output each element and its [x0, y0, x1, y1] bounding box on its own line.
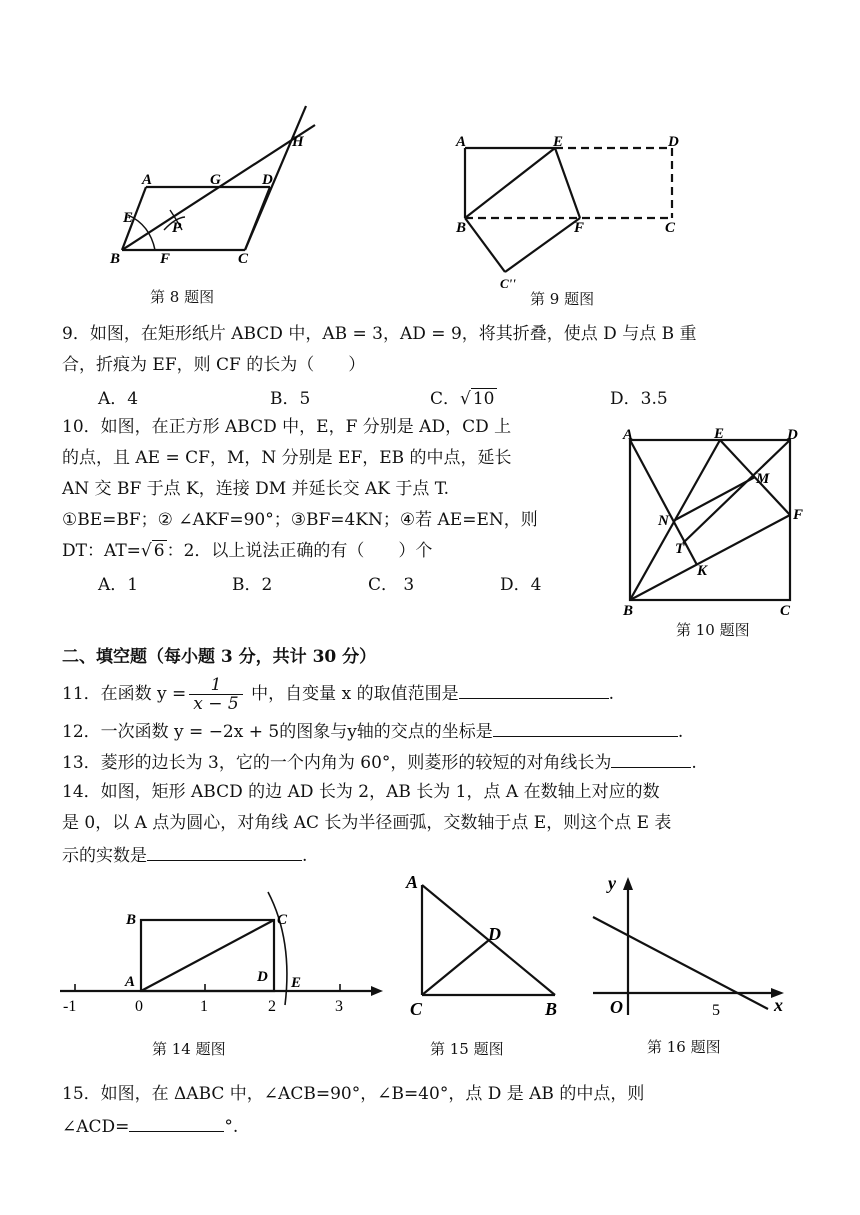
fig14-label-E: E [291, 975, 302, 991]
fig14-label-A: A [125, 974, 136, 990]
fig14-tick-2: 2 [268, 998, 276, 1015]
q13-text: 13．菱形的边长为 3，它的一个内角为 60°，则菱形的较短的对角线长为 [62, 753, 612, 773]
fig15-label-A: A [406, 872, 419, 892]
fig9-label-C-prime: C'' [500, 276, 516, 291]
q10-ratio-radicand: 6 [153, 541, 165, 561]
q9-option-c: C．√ 10 [430, 389, 495, 409]
q13-end: . [691, 753, 697, 773]
figure-14-caption: 第 14 题图 [152, 1040, 226, 1058]
q12-end: . [677, 722, 684, 742]
q10-option-a: A．1 [98, 575, 139, 595]
figure-8 [100, 100, 330, 275]
q9-option-a: A．4 [98, 389, 139, 409]
fig10-label-C: C [780, 603, 791, 619]
fig8-label-F: F [160, 251, 171, 267]
fig14-tick-1: 1 [200, 998, 208, 1015]
q11-fraction [189, 676, 242, 713]
q9-option-b: B．5 [270, 389, 311, 409]
fig15-label-B: B [545, 999, 558, 1019]
q9-option-c-prefix: C． [430, 389, 461, 409]
fig8-label-G: G [210, 172, 221, 188]
figure-16-caption: 第 16 题图 [647, 1038, 721, 1056]
fig14-tick-3: 3 [335, 998, 343, 1015]
q9-line-2: 合，折痕为 EF，则 CF 的长为（ ） [62, 355, 366, 375]
fig8-label-E: E [123, 210, 134, 226]
figure-8-caption: 第 8 题图 [150, 288, 215, 306]
fig8-label-P: P [172, 220, 182, 236]
fig15-label-D: D [488, 924, 501, 944]
q10-option-c: C． 3 [368, 575, 415, 595]
fig9-label-E: E [553, 134, 564, 150]
q12-line [62, 718, 683, 744]
q14-line-2: 是 0，以 A 点为圆心，对角线 AC 长为半径画弧，交数轴于点 E，则这个点 E 表 [62, 813, 672, 833]
fig9-label-D: D [668, 134, 679, 150]
fig8-label-A: A [142, 172, 153, 188]
q10-line-5: DT：AT=√ 6 ：2．以上说法正确的有（ ）个 [62, 541, 433, 561]
q10-line-3: AN 交 BF 于点 K，连接 DM 并延长交 AK 于点 T. [62, 479, 450, 499]
q10-line-1: 10．如图，在正方形 ABCD 中，E，F 分别是 AD，CD 上 [62, 417, 512, 437]
q15-line-2 [62, 1113, 238, 1139]
figure-16 [588, 865, 798, 1025]
figure-9-caption: 第 9 题图 [530, 290, 595, 308]
q12-answer-blank[interactable] [493, 718, 678, 737]
q10-option-b: B．2 [232, 575, 273, 595]
fig15-label-C: C [410, 999, 423, 1019]
q14-answer-blank[interactable] [147, 842, 302, 861]
q10-option-d: D．4 [500, 575, 542, 595]
q14-line-3-text: 示的实数是 [62, 846, 147, 866]
q10-ratio-prefix: DT：AT= [62, 541, 141, 561]
fig9-label-C: C [665, 220, 676, 236]
q11-line [62, 672, 614, 716]
fig16-label-y: y [608, 873, 616, 893]
fig16-tick-5: 5 [712, 1002, 720, 1019]
q10-line-2: 的点，且 AE = CF，M，N 分别是 EF，EB 的中点，延长 [62, 448, 512, 468]
q15-answer-blank[interactable] [129, 1113, 224, 1132]
fig16-label-O: O [610, 997, 623, 1017]
figure-10-caption: 第 10 题图 [676, 621, 750, 639]
figure-9 [450, 130, 690, 295]
q15-end: °. [224, 1117, 239, 1137]
q11-suffix: 中，自变量 x 的取值范围是 [245, 684, 459, 704]
q9-line-1: 9．如图，在矩形纸片 ABCD 中，AB = 3，AD = 9，将其折叠，使点 D 与点 B 重 [62, 324, 697, 344]
figure-15 [400, 870, 575, 1025]
fig10-label-K: K [697, 563, 708, 579]
fig8-label-H: H [292, 134, 304, 150]
q13-line [62, 749, 697, 775]
q11-end: . [608, 684, 614, 704]
fig10-label-B: B [623, 603, 634, 619]
fig10-label-N: N [658, 513, 669, 529]
q10-ratio-suffix: ：2．以上说法正确的有（ ）个 [166, 541, 433, 561]
q11-answer-blank[interactable] [459, 680, 609, 699]
figure-14 [55, 870, 390, 1020]
fig14-label-D: D [257, 969, 268, 985]
figure-10 [615, 425, 815, 625]
fig8-label-D: D [262, 172, 273, 188]
fig10-label-F: F [793, 507, 804, 523]
fig10-label-T: T [675, 541, 685, 557]
q11-frac-denominator: x − 5 [193, 694, 239, 714]
q14-line-3 [62, 842, 307, 868]
figure-15-caption: 第 15 题图 [430, 1040, 504, 1058]
fig10-label-E: E [714, 426, 725, 442]
q9-option-c-radicand: 10 [472, 389, 495, 409]
q15-line-2-text: ∠ACD= [62, 1117, 130, 1137]
fig10-label-D: D [787, 427, 798, 443]
fig10-label-A: A [623, 427, 634, 443]
q14-line-1: 14．如图，矩形 ABCD 的边 AD 长为 2，AB 长为 1，点 A 在数轴上对应的数 [62, 782, 660, 802]
fig9-label-F: F [574, 220, 585, 236]
q11-prefix: 11．在函数 y = [62, 684, 187, 704]
q13-answer-blank[interactable] [611, 749, 691, 768]
section-2-title: 二、填空题（每小题 3 分，共计 30 分） [62, 647, 377, 667]
q14-end: . [302, 846, 308, 866]
fig14-tick-neg1: -1 [63, 998, 77, 1015]
fig14-label-C: C [277, 912, 288, 928]
q12-text: 12．一次函数 y = −2x + 5的图象与y轴的交点的坐标是 [62, 722, 493, 742]
fig16-label-x: x [774, 995, 783, 1015]
q9-option-d: D．3.5 [610, 389, 668, 409]
fig10-label-M: M [756, 471, 770, 487]
fig14-tick-0: 0 [135, 998, 143, 1015]
fig8-label-B: B [110, 251, 121, 267]
q10-line-4: ①BE=BF；② ∠AKF=90°；③BF=4KN；④若 AE=EN，则 [62, 510, 538, 530]
q11-frac-numerator: 1 [189, 676, 242, 695]
q15-line-1: 15．如图，在 ΔABC 中，∠ACB=90°，∠B=40°，点 D 是 AB 的中点，则 [62, 1084, 645, 1104]
fig9-label-B: B [456, 220, 467, 236]
fig14-label-B: B [126, 912, 137, 928]
fig9-label-A: A [456, 134, 467, 150]
fig8-label-C: C [238, 251, 249, 267]
